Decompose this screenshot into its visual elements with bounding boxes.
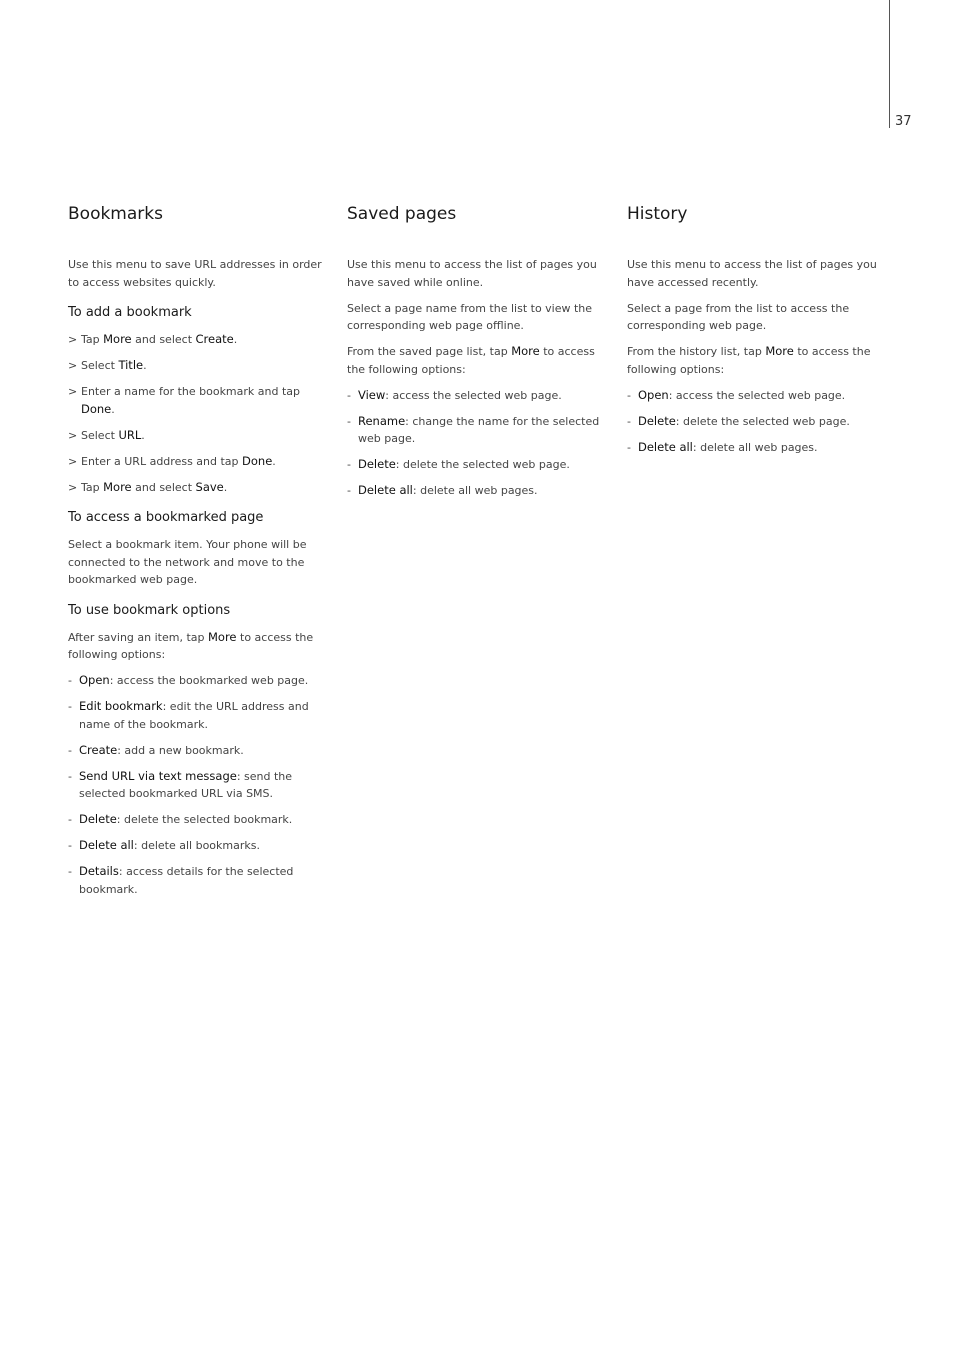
- saved-pages-title: Saved pages: [347, 204, 457, 224]
- add-bookmark-heading: To add a bookmark: [68, 305, 192, 320]
- list-item: - Open: access the selected web page.: [627, 387, 846, 402]
- list-item: - Delete all: delete all web pages.: [347, 483, 538, 497]
- saved-pages-intro: Use this menu to access the list of pages you have saved while online.: [347, 258, 597, 289]
- page-number: 37: [895, 114, 912, 129]
- history-intro: Use this menu to access the list of pages you have accessed recently.: [627, 258, 877, 289]
- list-item: - Create: add a new bookmark.: [68, 742, 244, 757]
- bookmarks-intro: Use this menu to save URL addresses in order to access websites quickly.: [68, 258, 322, 289]
- access-bookmark-heading: To access a bookmarked page: [68, 510, 264, 525]
- history-select: Select a page from the list to access the corresponding web page.: [627, 301, 850, 332]
- list-item: - Delete: delete the selected bookmark.: [68, 812, 293, 826]
- bookmarks-section: [68, 203, 336, 907]
- list-item: - Delete all: delete all bookmarks.: [68, 838, 260, 852]
- page-margin-rule: [889, 0, 890, 128]
- list-item: - Delete: delete the selected web page.: [347, 457, 570, 471]
- access-bookmark-text: Select a bookmark item. Your phone will be connected to the network and move to the bookmarked web page.: [68, 538, 307, 586]
- step-item: > Enter a name for the bookmark and tap Done.: [68, 385, 301, 416]
- step-item: > Select URL.: [68, 427, 145, 442]
- add-bookmark-steps: [68, 331, 336, 496]
- history-title: History: [627, 204, 688, 224]
- saved-pages-section: [347, 203, 615, 508]
- bookmark-options-intro: After saving an item, tap More to access the following options:: [68, 629, 314, 661]
- saved-pages-select: Select a page name from the list to view the corresponding web page offline.: [347, 301, 593, 332]
- step-item: > Select Title.: [68, 358, 147, 372]
- history-section: [627, 203, 895, 465]
- list-item: - Delete all: delete all web pages.: [627, 439, 818, 454]
- list-item: - Send URL via text message: send the selected bookmarked URL via SMS.: [68, 768, 293, 800]
- history-options-list: [627, 387, 895, 457]
- step-item: > Tap More and select Create.: [68, 332, 238, 346]
- list-item: - Open: access the bookmarked web page.: [68, 673, 309, 687]
- list-item: - Rename: change the name for the selected web page.: [347, 413, 600, 445]
- saved-pages-options-list: [347, 387, 615, 500]
- saved-pages-options-intro: From the saved page list, tap More to access the following options:: [347, 344, 595, 376]
- list-item: - Details: access details for the selected bookmark.: [68, 864, 294, 896]
- history-options-intro: From the history list, tap More to access the following options:: [627, 344, 871, 376]
- step-item: > Enter a URL address and tap Done.: [68, 453, 276, 468]
- list-item: - Delete: delete the selected web page.: [627, 413, 850, 428]
- list-item: - View: access the selected web page.: [347, 387, 562, 402]
- bookmark-options-list: [68, 672, 336, 898]
- step-item: > Tap More and select Save.: [68, 479, 228, 494]
- bookmark-options-heading: To use bookmark options: [68, 602, 231, 618]
- bookmarks-title: Bookmarks: [68, 204, 163, 224]
- list-item: - Edit bookmark: edit the URL address and name of the bookmark.: [68, 699, 309, 731]
